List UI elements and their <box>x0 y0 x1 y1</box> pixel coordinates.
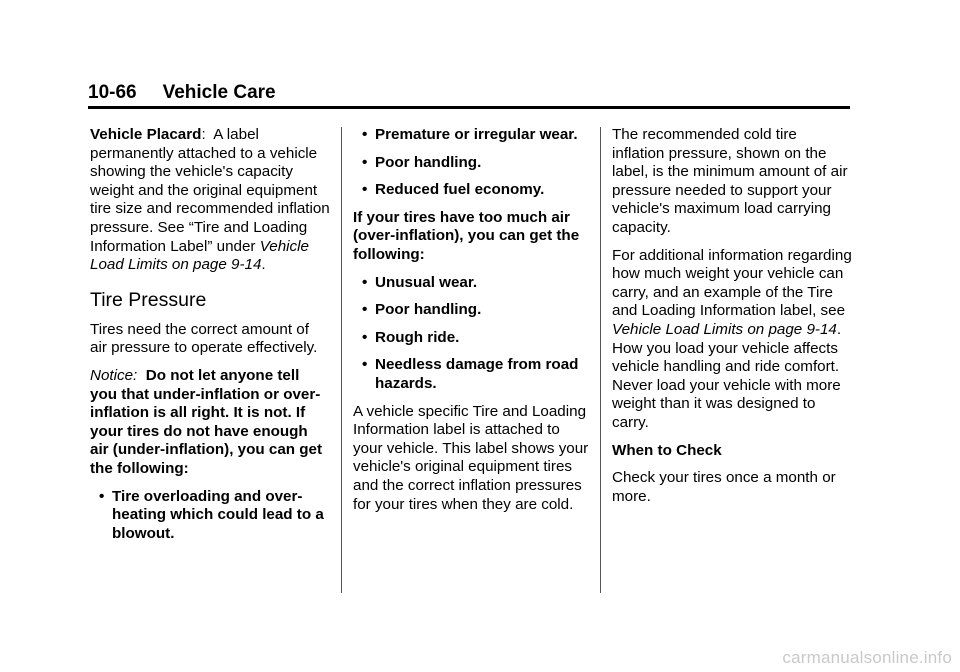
bullet-icon: • <box>362 301 368 319</box>
list-item: • Premature or irregular wear. <box>362 126 578 143</box>
list-item: • Rough ride. <box>362 328 460 346</box>
bullet-icon: • <box>362 328 368 346</box>
placard-term: Vehicle Placard <box>90 126 202 143</box>
under-inflation-list-cont <box>353 126 593 200</box>
header-rule <box>88 106 850 109</box>
list-item: • Reduced fuel economy. <box>362 181 545 199</box>
section-title: Vehicle Care <box>162 82 276 103</box>
over-inflation-paragraph: If your tires have too much air (over-inflation), you can get the following: <box>353 208 580 263</box>
placard-paragraph: Vehicle Placard: A label permanently attached to a vehicle showing the vehicle's capacity weight and the original equipment tire size and recommended inflation pressure. See “Tire and Loading Information Label” under Vehicle Load Limits on page 9-14. <box>90 126 330 274</box>
placard-link[interactable]: Vehicle Load Limits on page 9-14 <box>90 237 309 274</box>
column-divider-1 <box>341 127 342 593</box>
bullet-icon: • <box>362 153 368 171</box>
list-item: • Tire overloading and over-heating which could lead to a blowout. <box>99 487 324 542</box>
list-item: • Needless damage from road hazards. <box>362 356 579 392</box>
column-3 <box>612 126 852 515</box>
bullet-icon: • <box>99 487 105 505</box>
watermark: carmanualsonline.info <box>782 648 952 667</box>
cold-pressure-paragraph: The recommended cold tire inflation pressure, shown on the label, is the minimum amount of air pressure needed to support your vehicle's maximum load carrying capacity. <box>612 126 848 236</box>
list-item: • Unusual wear. <box>362 273 478 291</box>
notice-paragraph <box>90 367 330 479</box>
load-limits-link[interactable]: Vehicle Load Limits on page 9-14 <box>612 320 837 338</box>
column-1 <box>90 126 330 552</box>
under-inflation-list <box>90 488 330 544</box>
bullet-icon: • <box>362 181 368 199</box>
bullet-icon: • <box>362 126 368 143</box>
column-divider-2 <box>600 127 601 593</box>
when-to-check-text: Check your tires once a month or more. <box>612 469 836 505</box>
list-item: • Poor handling. <box>362 153 482 171</box>
additional-info-paragraph: For additional information regarding how much weight your vehicle can carry, and an example of the Tire and Loading Information label, see Vehicle Load Limits on page 9-14. <box>612 246 852 338</box>
list-item: • Poor handling. <box>362 301 482 319</box>
notice-label: Notice: <box>90 366 138 384</box>
bullet-icon: • <box>362 356 368 374</box>
notice-text: Do not let anyone tell you that under-inflation or over-inflation is all right. It is not. If your tires do not have enough air (under-inflation), you can get the following: <box>90 366 323 477</box>
label-paragraph: A vehicle specific Tire and Loading Information label is attached to your vehicle. This label shows your vehicle's original equipment tires and the correct inflation pressures for your tires when they are cold. <box>353 402 589 513</box>
page-header <box>88 82 276 104</box>
column-2 <box>353 126 593 523</box>
over-inflation-list <box>353 274 593 394</box>
load-paragraph: How you load your vehicle affects vehicle handling and ride comfort. Never load your vehicle with more weight than it was designed to carry. <box>612 339 841 431</box>
intro-paragraph: Tires need the correct amount of air pressure to operate effectively. <box>90 320 318 357</box>
bullet-icon: • <box>362 273 368 291</box>
placard-text: A label permanently attached to a vehicle showing the vehicle's capacity weight and the original equipment tire size and recommended inflation pressure. See “Tire and Loading Information Label” under <box>90 126 330 255</box>
section-heading: Tire Pressure <box>90 288 207 311</box>
when-to-check-heading: When to Check <box>612 441 722 459</box>
page-number: 10-66 <box>88 82 137 103</box>
